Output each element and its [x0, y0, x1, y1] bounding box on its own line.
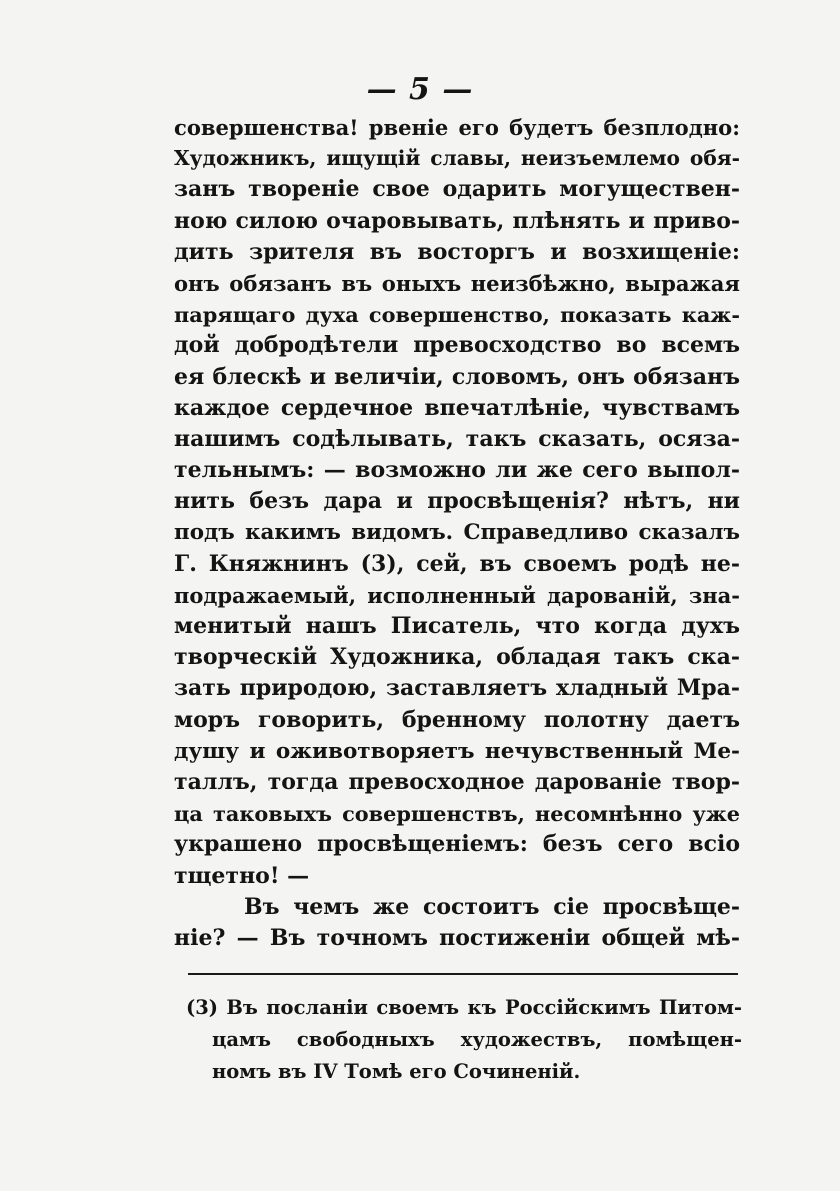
text-line: тщетно! —: [174, 862, 310, 889]
body-text: [174, 112, 740, 954]
text-line: каждое сердечное впечатлѣніе, чувствамъ: [174, 394, 740, 421]
text-line: дить зрителя въ восторгъ и возхищеніе:: [174, 238, 740, 265]
text-line: нашимъ содѣлывать, такъ сказать, осяза-: [174, 425, 740, 452]
text-line: душу и оживотворяетъ нечувственный Ме-: [174, 738, 740, 764]
footnote: [186, 992, 742, 1088]
footnote-line: (3) Въ посланіи своемъ къ Россійскимъ Питом-: [186, 996, 742, 1019]
text-line: подражаемый, исполненный дарованій, зна-: [174, 582, 740, 608]
footnote-line: цамъ свободныхъ художествъ, помѣщен-: [212, 1028, 742, 1051]
footnote-divider: [188, 973, 738, 975]
text-line: ея блескѣ и величіи, словомъ, онъ обязанъ: [174, 363, 740, 390]
text-line: Г. Княжнинъ (3), сей, въ своемъ родѣ не-: [174, 550, 740, 577]
text-line: творческій Художника, обладая такъ ска-: [174, 644, 740, 671]
text-line: ною силою очаровывать, плѣнять и приво-: [174, 207, 740, 234]
text-line: тельнымъ: — возможно ли же сего выпол-: [174, 457, 740, 484]
text-line: совершенства! рвеніе его будетъ безплодно:: [174, 115, 740, 140]
text-line: ца таковыхъ совершенствъ, несомнѣнно уже: [174, 801, 740, 827]
text-line: нить безъ дара и просвѣщенія? нѣтъ, ни: [174, 488, 740, 515]
page-number: — 5 —: [366, 72, 474, 107]
text-line: занъ твореніе свое одарить могуществен-: [174, 176, 740, 203]
text-line: подъ какимъ видомъ. Справедливо сказалъ: [174, 520, 740, 546]
text-line: дой добродѣтели превосходство во всемъ: [174, 332, 740, 359]
footnote-line: номъ въ IV Томѣ его Сочиненій.: [212, 1060, 581, 1083]
paragraph-start-line: Въ чемъ же состоитъ сіе просвѣще-: [244, 893, 740, 920]
text-line: онъ обязанъ въ оныхъ неизбѣжно, выражая: [174, 270, 740, 296]
text-line: таллъ, тогда превосходное дарованіе твор-: [174, 768, 740, 795]
text-line: парящаго духа совершенство, показать каж-: [174, 302, 740, 328]
text-line: моръ говорить, бренному полотну даетъ: [174, 706, 740, 733]
text-line: зать природою, заставляетъ хладный Мра-: [174, 675, 740, 702]
text-line: менитый нашъ Писатель, что когда духъ: [174, 613, 740, 639]
text-line: украшено просвѣщеніемъ: безъ сего всіо: [174, 831, 740, 858]
text-line: ніе? — Въ точномъ постиженіи общей мѣ-: [174, 924, 740, 951]
text-line: Художникъ, ищущій славы, неизъемлемо обя-: [174, 146, 740, 171]
